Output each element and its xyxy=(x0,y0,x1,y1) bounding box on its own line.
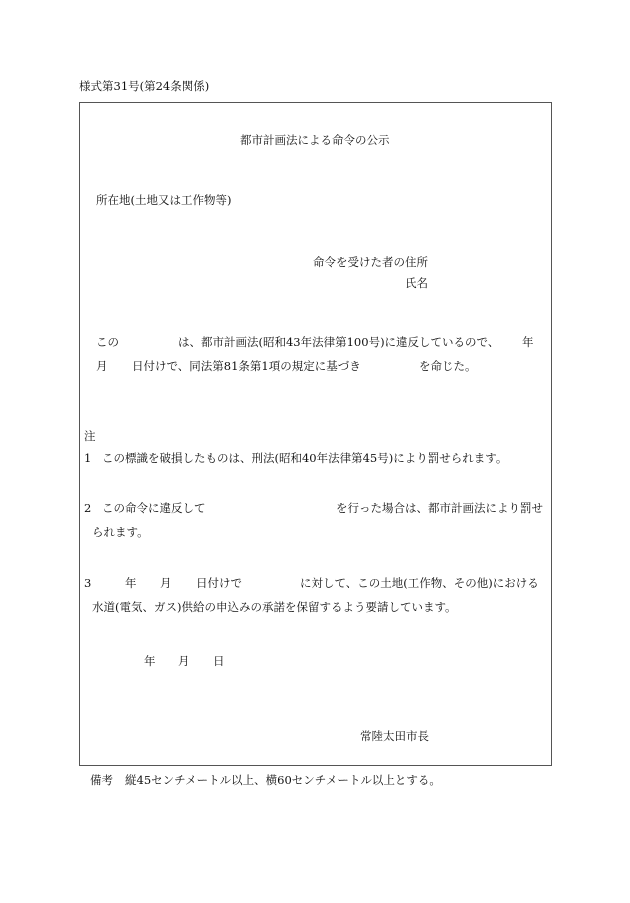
note3-text-b: 水道(電気、ガス)供給の申込みの承諾を保留するよう要請しています。 xyxy=(92,600,457,614)
note1-text: この標識を破損したものは、刑法(昭和40年法律第45号)により罰せられます。 xyxy=(102,451,508,465)
body-this: この xyxy=(96,335,119,349)
notes-heading: 注 xyxy=(84,429,96,443)
body-year: 年 xyxy=(522,335,534,349)
recipient-name-label: 氏名 xyxy=(405,276,428,290)
form-number: 様式第31号(第24条関係) xyxy=(79,79,210,93)
body-month: 月 xyxy=(96,359,108,373)
note3-month: 月 xyxy=(160,576,172,590)
date-month: 月 xyxy=(178,654,190,668)
note2-text-c: られます。 xyxy=(92,525,149,539)
note3-day: 日付けで xyxy=(196,576,242,590)
date-day: 日 xyxy=(213,654,225,668)
recipient-address-label: 命令を受けた者の住所 xyxy=(313,255,428,269)
note3-text-a: に対して、この土地(工作物、その他)における xyxy=(300,576,539,590)
body-violation-text: は、都市計画法(昭和43年法律第100号)に違反しているので、 xyxy=(178,335,500,349)
note1-number: 1 xyxy=(84,451,92,465)
date-year: 年 xyxy=(144,654,156,668)
note2-text-a: この命令に違反して xyxy=(102,501,206,515)
issuer: 常陸太田市長 xyxy=(360,729,429,743)
note3-year: 年 xyxy=(125,576,137,590)
remarks-label: 備考 xyxy=(90,773,113,787)
note3-number: 3 xyxy=(84,576,92,590)
body-date-clause: 日付けで、同法第81条第1項の規定に基づき xyxy=(132,359,361,373)
note2-number: 2 xyxy=(84,501,92,515)
note2-text-b: を行った場合は、都市計画法により罰せ xyxy=(336,501,543,515)
body-order-end: を命じた。 xyxy=(419,359,477,373)
location-label: 所在地(土地又は工作物等) xyxy=(96,193,232,207)
remarks-text: 縦45センチメートル以上、横60センチメートル以上とする。 xyxy=(125,773,441,787)
notice-title: 都市計画法による命令の公示 xyxy=(240,133,390,147)
